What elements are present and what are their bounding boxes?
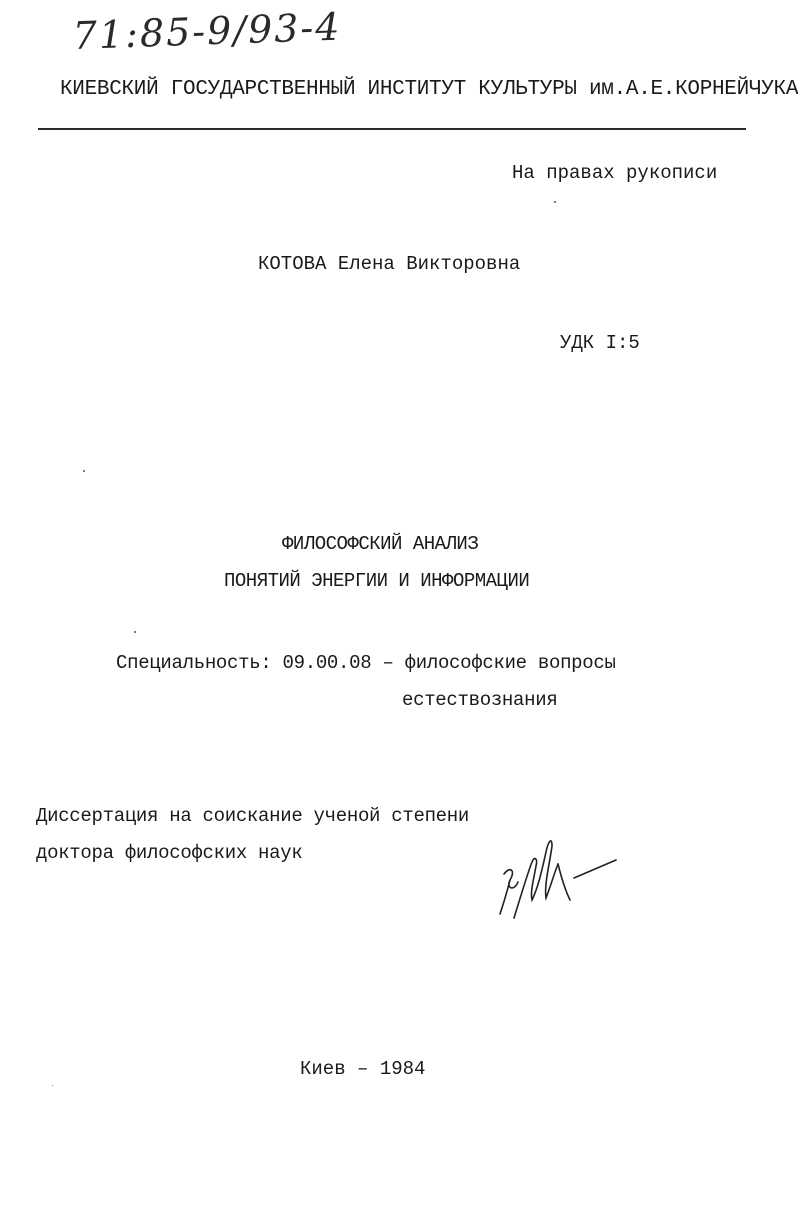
- header-divider: [38, 128, 746, 130]
- specialty-line-1: Специальность: 09.00.08 – философские вопросы: [116, 652, 616, 674]
- paper-speck: [134, 631, 136, 633]
- dissertation-line-1: Диссертация на соискание ученой степени: [36, 805, 469, 827]
- udk-code: УДК I:5: [560, 332, 640, 354]
- paper-speck: [52, 1085, 53, 1086]
- place-and-year: Киев – 1984: [300, 1058, 426, 1080]
- dissertation-line-2: доктора философских наук: [36, 842, 303, 864]
- manuscript-rights-note: На правах рукописи: [512, 162, 718, 184]
- paper-speck: [554, 201, 556, 203]
- thesis-title-line-1: ФИЛОСОФСКИЙ АНАЛИЗ: [282, 533, 479, 555]
- archive-number: 71:85-9/93-4: [72, 4, 343, 58]
- author-name: КОТОВА Елена Викторовна: [258, 253, 521, 275]
- institute-name: КИЕВСКИЙ ГОСУДАРСТВЕННЫЙ ИНСТИТУТ КУЛЬТУРЫ им.А.Е.КОРНЕЙЧУКА: [60, 78, 798, 101]
- specialty-line-2: естествознания: [402, 689, 558, 711]
- paper-speck: [83, 470, 85, 472]
- thesis-title-line-2: ПОНЯТИЙ ЭНЕРГИИ И ИНФОРМАЦИИ: [224, 570, 530, 592]
- handwritten-signature: [492, 822, 622, 932]
